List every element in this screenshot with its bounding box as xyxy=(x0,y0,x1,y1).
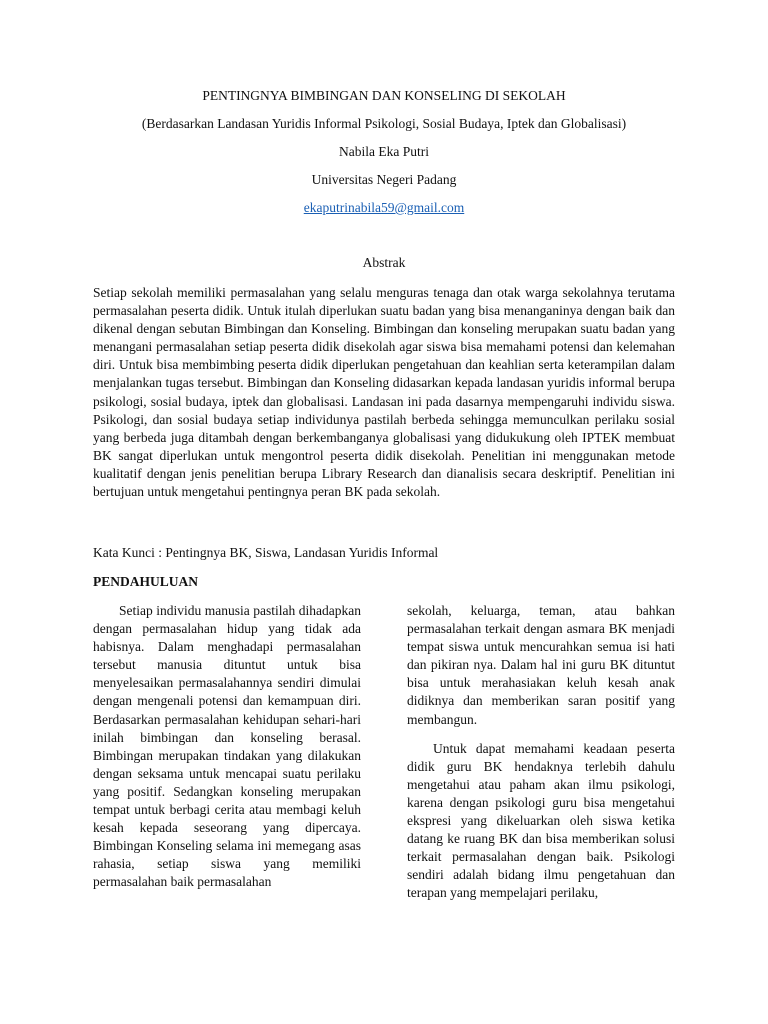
section-heading: PENDAHULUAN xyxy=(93,574,199,589)
author-name: Nabila Eka Putri xyxy=(339,144,429,159)
paragraph: Untuk dapat memahami keadaan peserta didik guru BK hendaknya terlebih dahulu mengetahui atau paham akan ilmu psikologi, karena dengan psikologi guru bisa mengetahui ekspresi yang dikeluarkan oleh siswa ketika datang ke ruang BK dan bisa memberikan solusi terkait permasalahan dengan baik. Psikologi sendiri adalah bidang ilmu pengetahuan dan terapan yang mempelajari perilaku, xyxy=(407,740,675,901)
author-email xyxy=(0,200,768,216)
left-column xyxy=(93,602,361,892)
right-column xyxy=(407,602,675,903)
abstract-body: Setiap sekolah memiliki permasalahan yang selalu menguras tenaga dan otak warga sekolahnya terutama permasalahan peserta didik. Untuk itulah diperlukan suatu badan yang bisa menanganinya dengan baik dan dikenal dengan sebutan Bimbingan dan Konseling. Bimbingan dan konseling merupakan suatu badan yang menangani permasalahan setiap peserta didik disekolah agar siswa bisa memahami potensi dan kelemahan diri. Untuk bisa membimbing peserta didik diperlukan pengetahuan dan keahlian serta keterampilan dalam menjalankan tugas tersebut. Bimbingan dan Konseling didasarkan kepada landasan yuridis informal berupa psikologi, sosial budaya, iptek dan globalisasi. Landasan ini pada dasarnya mempengaruhi individu siswa. Psikologi, dan sosial budaya setiap individunya pastilah berbeda sehingga memunculkan perilaku sosial yang berbeda juga ditambah dengan berkembanganya globalisasi yang didukukung oleh IPTEK membuat BK sangat diperlukan untuk mengontrol peserta didik disekolah. Penelitian ini menggunakan metode kualitatif dengan jenis penelitian berupa Library Research dan dianalisis secara deskriptif. Penelitian ini bertujuan untuk mengetahui pentingnya peran BK pada sekolah. xyxy=(93,285,675,500)
keywords: Kata Kunci : Pentingnya BK, Siswa, Landasan Yuridis Informal xyxy=(93,545,439,560)
paper-title: PENTINGNYA BIMBINGAN DAN KONSELING DI SEKOLAH xyxy=(202,88,566,103)
paper-subtitle: (Berdasarkan Landasan Yuridis Informal Psikologi, Sosial Budaya, Iptek dan Globalisasi) xyxy=(141,116,627,131)
email-link[interactable]: ekaputrinabila59@gmail.com xyxy=(303,200,465,215)
abstract-heading: Abstrak xyxy=(362,255,406,270)
paragraph: sekolah, keluarga, teman, atau bahkan permasalahan terkait dengan asmara BK menjadi tempat siswa untuk mencurahkan semua isi hati dan pikiran nya. Dalam hal ini guru BK dituntut bisa untuk merahasiakan keluh kesah anak didiknya dan memberikan saran positif yang membangun. xyxy=(407,603,675,727)
author-affiliation: Universitas Negeri Padang xyxy=(311,172,457,187)
paragraph: Setiap individu manusia pastilah dihadapkan dengan permasalahan hidup yang tidak ada habisnya. Dalam menghadapi permasalahan tersebut manusia dituntut untuk bisa menyelesaikan permasalahannya sendiri dimulai dengan mengenali potensi dan kemampuan diri. Berdasarkan permasalahan kehidupan sehari-hari inilah bimbingan dan konseling berasal. Bimbingan merupakan tindakan yang dilakukan dengan seksama untuk mencapai suatu perilaku yang positif. Sedangkan konseling merupakan tempat untuk berbagi cerita atau membagi keluh kesah kepada seseorang yang dipercaya. Bimbingan Konseling selama ini memegang asas rahasia, setiap siswa yang memiliki permasalahan baik permasalahan xyxy=(93,603,361,890)
